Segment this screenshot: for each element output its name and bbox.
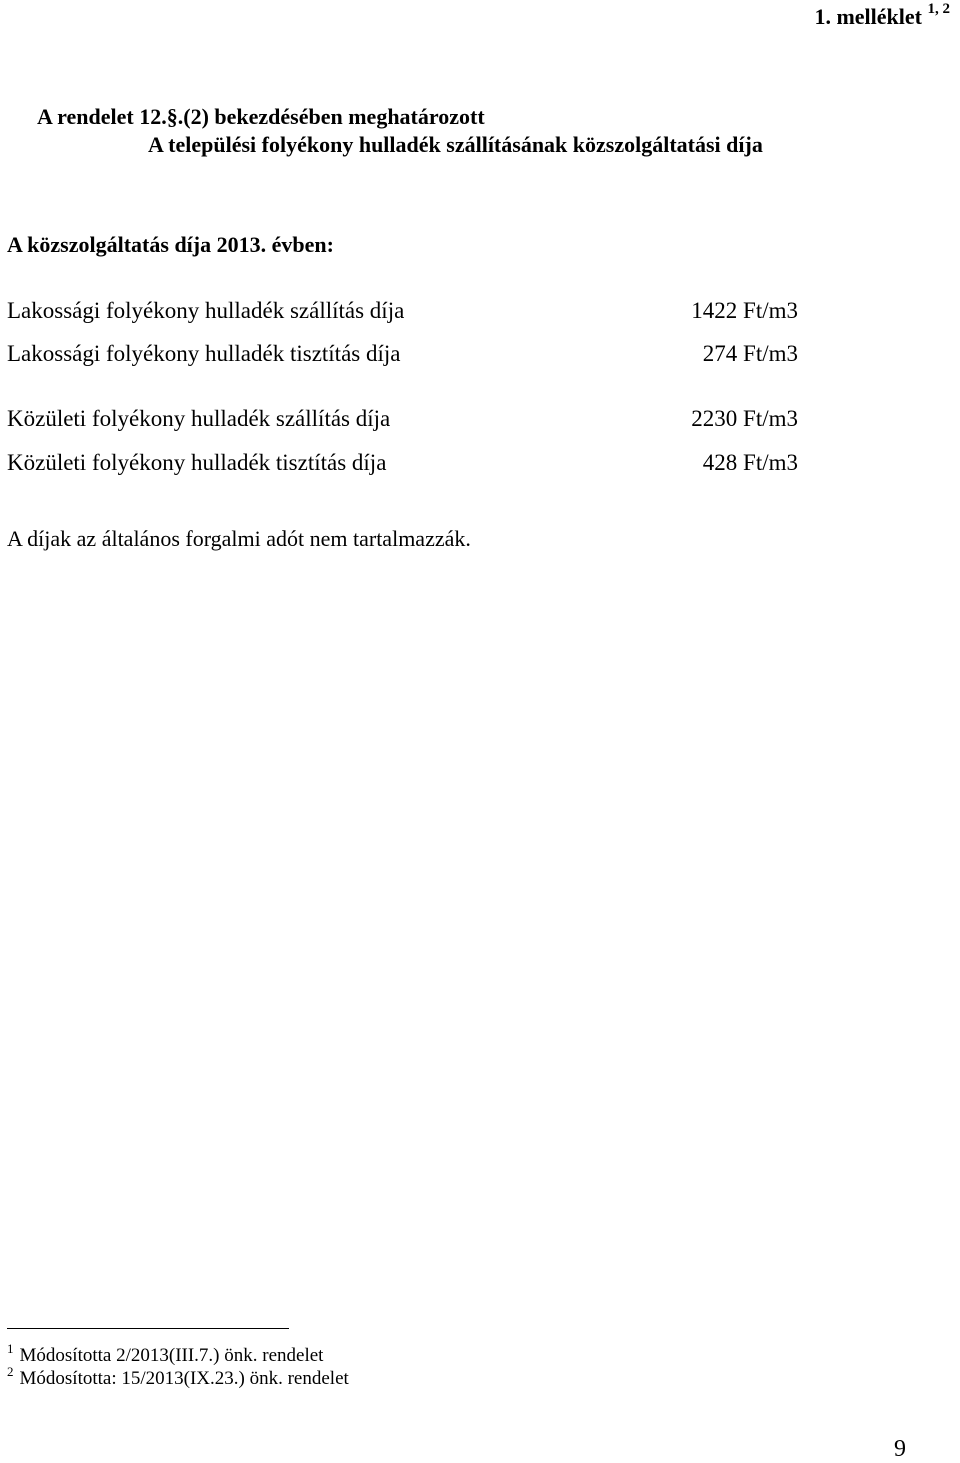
fee-value-public-transport: 2230 Ft/m3 [691, 406, 798, 431]
fee-label-residential-transport: Lakossági folyékony hulladék szállítás díja [7, 298, 405, 323]
page-number: 9 [894, 1436, 906, 1462]
heading-line-1: A rendelet 12.§.(2) bekezdésében meghatározott [37, 104, 485, 129]
fee-value-residential-treatment: 274 Ft/m3 [702, 341, 798, 366]
fee-label-residential-treatment: Lakossági folyékony hulladék tisztítás díja [7, 341, 401, 366]
footnote-number: 2 [7, 1364, 14, 1379]
fee-value-residential-transport: 1422 Ft/m3 [691, 298, 798, 323]
fee-label-public-transport: Közületi folyékony hulladék szállítás díja [7, 406, 391, 431]
annex-title: 1. melléklet [814, 4, 922, 29]
heading-line-2: A települési folyékony hulladék szállításának közszolgáltatási díja [148, 132, 763, 157]
footnote-text: Módosította: 15/2013(IX.23.) önk. rendelet [19, 1368, 349, 1389]
footnote-number: 1 [7, 1341, 14, 1356]
fee-label-public-treatment: Közületi folyékony hulladék tisztítás díja [7, 450, 387, 475]
annex-footnote-refs: 1, 2 [927, 1, 950, 17]
fee-value-public-treatment: 428 Ft/m3 [702, 450, 798, 475]
footnote-divider [7, 1328, 289, 1329]
vat-note: A díjak az általános forgalmi adót nem tartalmazzák. [7, 526, 471, 551]
footnote-1 [7, 1341, 324, 1367]
subheading: A közszolgáltatás díja 2013. évben: [7, 232, 334, 257]
footnote-2 [7, 1364, 349, 1390]
annex-label [814, 1, 950, 30]
footnote-text: Módosította 2/2013(III.7.) önk. rendelet [19, 1345, 324, 1366]
